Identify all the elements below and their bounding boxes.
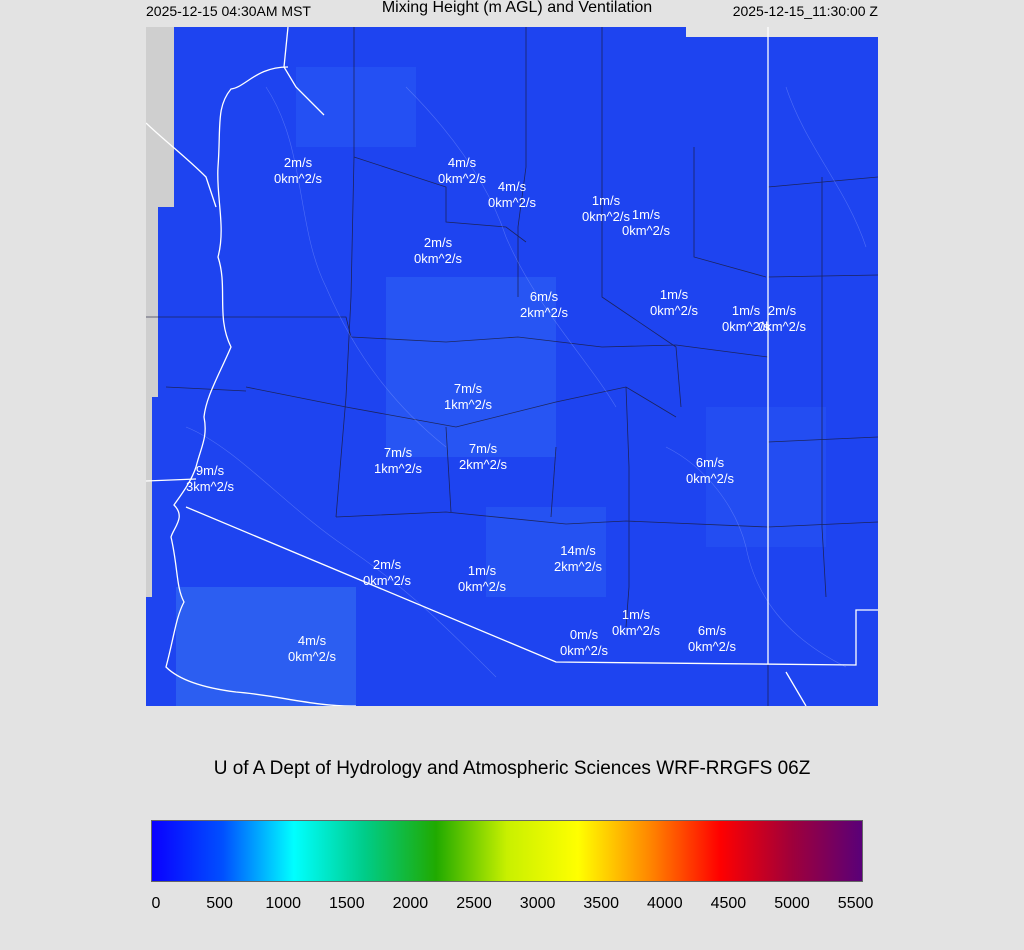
wind-speed-label: 1m/s	[621, 607, 651, 622]
ventilation-label: 0km^2/s	[273, 171, 323, 186]
colorbar-tick: 2000	[392, 895, 429, 912]
ventilation-label: 1km^2/s	[373, 461, 423, 476]
ventilation-label: 2km^2/s	[519, 305, 569, 320]
ventilation-label: 0km^2/s	[413, 251, 463, 266]
colorbar-tick: 1000	[265, 895, 301, 912]
wind-speed-label: 1m/s	[631, 207, 661, 222]
wind-speed-label: 7m/s	[468, 441, 498, 456]
ventilation-label: 3km^2/s	[185, 479, 235, 494]
ventilation-label: 2km^2/s	[458, 457, 508, 472]
colorbar-tick: 3500	[583, 895, 619, 912]
wind-speed-label: 7m/s	[453, 381, 483, 396]
wind-speed-label: 2m/s	[283, 155, 313, 170]
wind-speed-label: 1m/s	[731, 303, 761, 318]
wind-speed-label: 1m/s	[467, 563, 497, 578]
map-title: Mixing Height (m AGL) and Ventilation	[381, 0, 653, 16]
ventilation-label: 0km^2/s	[757, 319, 807, 334]
colorbar-tick: 2500	[456, 895, 492, 912]
ventilation-label: 0km^2/s	[362, 573, 412, 588]
colorbar-tick: 5500	[837, 895, 874, 912]
colorbar-tick: 0	[151, 895, 161, 912]
colorbar-tick: 5000	[774, 895, 810, 912]
valid-time-utc: 2025-12-15_11:30:00 Z	[732, 3, 878, 19]
wind-speed-label: 4m/s	[497, 179, 527, 194]
wind-speed-label: 1m/s	[659, 287, 689, 302]
colorbar-tick: 3000	[519, 895, 556, 912]
wind-vent-label	[554, 543, 603, 574]
ventilation-label: 0km^2/s	[611, 623, 661, 638]
ventilation-label: 0km^2/s	[487, 195, 537, 210]
wind-speed-label: 6m/s	[695, 455, 725, 470]
wind-speed-label: 4m/s	[297, 633, 327, 648]
wind-speed-label: 2m/s	[372, 557, 402, 572]
colorbar-ticks	[0, 895, 1024, 917]
ventilation-label: 0km^2/s	[621, 223, 671, 238]
footer-credit: U of A Dept of Hydrology and Atmospheric Sciences WRF-RRGFS 06Z	[213, 758, 811, 779]
ventilation-label: 2km^2/s	[553, 559, 603, 574]
colorbar-tick: 500	[206, 895, 233, 912]
colorbar-tick: 4500	[710, 895, 747, 912]
colorbar-gradient	[152, 821, 862, 881]
ventilation-label: 0km^2/s	[721, 319, 771, 334]
wind-speed-label: 4m/s	[447, 155, 477, 170]
wind-speed-label: 2m/s	[423, 235, 453, 250]
ventilation-label: 0km^2/s	[559, 643, 609, 658]
wind-speed-label: 2m/s	[767, 303, 797, 318]
ventilation-label: 1km^2/s	[443, 397, 493, 412]
ventilation-label: 0km^2/s	[687, 639, 737, 654]
wind-speed-label: 0m/s	[569, 627, 599, 642]
colorbar-tick: 1500	[329, 895, 365, 912]
colorbar	[151, 820, 863, 882]
colorbar-tick: 4000	[647, 895, 683, 912]
ventilation-label: 0km^2/s	[287, 649, 337, 664]
wind-speed-label: 6m/s	[529, 289, 559, 304]
wind-speed-label: 6m/s	[697, 623, 727, 638]
ventilation-label: 0km^2/s	[457, 579, 507, 594]
no-data-region-ne	[686, 27, 878, 37]
no-data-region-west	[146, 27, 174, 207]
ventilation-label: 0km^2/s	[685, 471, 735, 486]
ventilation-label: 0km^2/s	[581, 209, 631, 224]
wind-speed-label: 9m/s	[195, 463, 225, 478]
no-data-region-west	[146, 207, 158, 397]
no-data-region-west	[146, 397, 152, 597]
ventilation-label: 0km^2/s	[437, 171, 487, 186]
mixing-height-map	[146, 27, 878, 706]
valid-time-local: 2025-12-15 04:30AM MST	[146, 3, 311, 19]
ventilation-label: 0km^2/s	[649, 303, 699, 318]
wind-speed-label: 14m/s	[560, 543, 596, 558]
wind-speed-label: 7m/s	[383, 445, 413, 460]
wind-speed-label: 1m/s	[591, 193, 621, 208]
